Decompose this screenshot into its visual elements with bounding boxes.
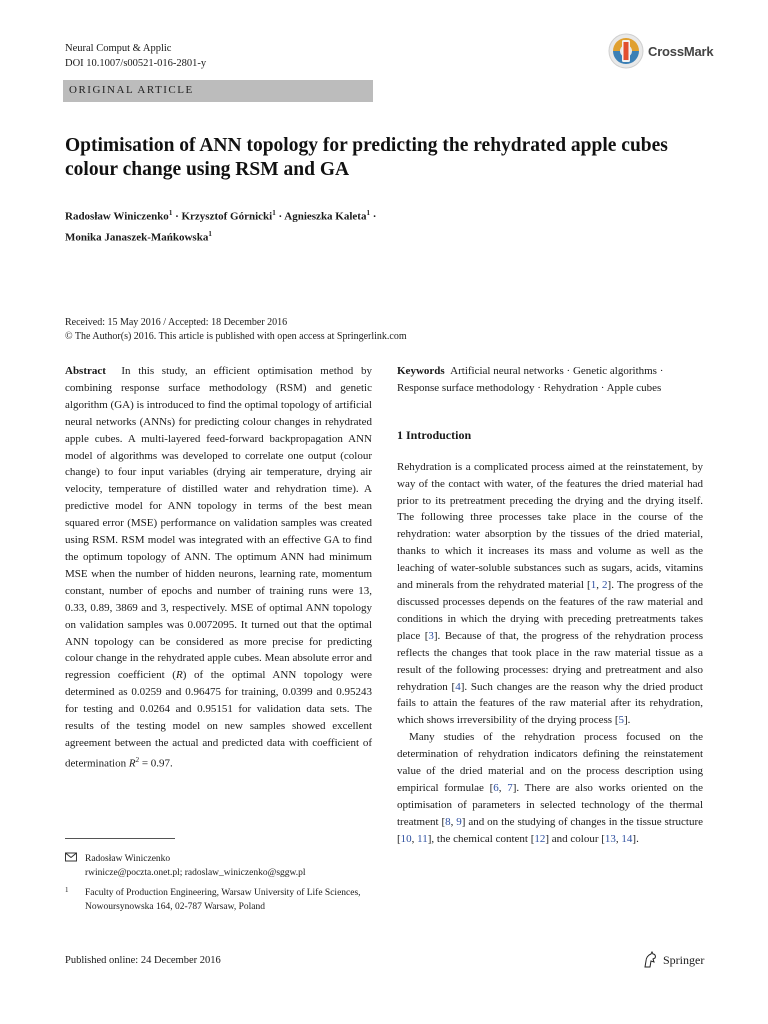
contact-name: Radosław Winiczenko <box>85 854 171 864</box>
ref-link[interactable]: 11 <box>417 832 428 845</box>
article-type-banner <box>63 80 373 102</box>
r2-value: = 0.97. <box>139 757 173 770</box>
crossmark-icon <box>608 33 644 69</box>
abstract-text-2: ) of the optimal ANN topology were determined as 0.0259 and 0.96475 for training, 0.0399 and 0.95243 for testing and 0.0264 and 0.95151 for validation data sets. The results of the testing model on new samples showed excellent agreement between the actual and predicted data with coefficient of determination <box>65 669 372 770</box>
intro-text: ]. Because of that, the progress of the rehydration process reflects the changes that took place in the raw material tissue as a result of the following processes: drying and pretreatment and also rehydration [ <box>397 629 703 693</box>
received-accepted: Received: 15 May 2016 / Accepted: 18 December 2016 <box>65 317 288 328</box>
doi[interactable]: DOI 10.1007/s00521-016-2801-y <box>65 58 207 69</box>
contact-email[interactable]: rwinicze@poczta.onet.pl; radoslaw_winiczenko@sggw.pl <box>85 868 306 878</box>
ref-link[interactable]: 9 <box>456 815 462 828</box>
ref-link[interactable]: 5 <box>618 714 624 727</box>
affiliation-text: Faculty of Production Engineering, Warsaw University of Life Sciences, Nowoursynowska 164, 02-787 Warsaw, Poland <box>85 888 361 912</box>
intro-paragraph-1: Rehydration is a complicated process aimed at the reinstatement, by way of the contact with water, of the features the dried material had prior to its pretreatment preceding the drying and the drying itself. The following three processes take place in the course of the rehydration: water absorption by the tissues of the dried material, thanks to which it increases its mass and volume as well as the leaching of water-soluble substances such as sugars, acids, vitamins and minerals from the rehydrated material [1, 2]. The progress of the discussed processes depends on the features of the raw material and conditions in which the drying with preceding pretreatments takes place [3]. Because of that, the progress of the rehydration process reflects the changes that took place in the raw material tissue as a result of the following processes: drying and pretreatment and also rehydration [4]. Such changes are the reason why the dried product fails to attain the features of the raw material after its rehydration, which shows irreversibility of the drying process [5]. <box>397 460 704 727</box>
affiliation-number: 1 <box>65 886 69 894</box>
ref-link[interactable]: 3 <box>428 629 434 642</box>
ref-link[interactable]: 7 <box>507 781 513 794</box>
author-2[interactable]: Krzysztof Górnicki <box>181 210 273 223</box>
paper-title: Optimisation of ANN topology for predicting the rehydrated apple cubes colour change using RSM and GA <box>65 135 668 180</box>
intro-text: ]. <box>623 714 631 727</box>
publisher-logo[interactable] <box>641 951 704 969</box>
ref-link[interactable]: 10 <box>400 832 412 845</box>
right-column <box>397 363 703 848</box>
author-sep: · <box>275 210 285 223</box>
journal-name: Neural Comput & Applic <box>65 43 172 54</box>
envelope-icon <box>65 852 77 862</box>
publisher-name: Springer <box>663 952 705 967</box>
ref-link[interactable]: 1 <box>590 579 597 592</box>
affil-mark: 1 <box>366 209 370 217</box>
footnote-divider <box>65 838 175 839</box>
ref-link[interactable]: 6 <box>493 781 499 794</box>
author-1[interactable]: Radosław Winiczenko <box>65 210 169 223</box>
ref-link[interactable]: 14 <box>621 832 633 845</box>
author-sep: · <box>172 210 182 223</box>
springer-horse-icon <box>641 951 659 969</box>
author-list <box>65 205 705 246</box>
r2-symbol: R <box>128 757 136 770</box>
keywords-text: Artificial neural networks · Genetic algorithms · Response surface methodology · Rehydration · Apple cubes <box>397 365 664 394</box>
author-4[interactable]: Monika Janaszek-Mańkowska <box>65 231 209 244</box>
intro-text: ] and on the studying of changes in the tissue structure [ <box>397 815 703 845</box>
introduction <box>397 459 703 848</box>
ref-link[interactable]: 8 <box>445 815 451 828</box>
r-symbol: R <box>175 669 183 682</box>
affil-mark: 1 <box>272 209 276 217</box>
published-online: Published online: 24 December 2016 <box>65 955 221 966</box>
r2-exponent: 2 <box>135 755 140 764</box>
journal-header <box>65 41 206 71</box>
author-3[interactable]: Agnieszka Kaleta <box>284 210 367 223</box>
corresponding-author-footnote <box>65 852 365 880</box>
intro-text: ], the chemical content [ <box>427 832 535 845</box>
ref-link[interactable]: 13 <box>604 832 616 845</box>
ref-link[interactable]: 4 <box>455 680 461 693</box>
intro-text: ] and colour [ <box>545 832 605 845</box>
abstract-heading: Abstract <box>65 365 106 377</box>
license-line: © The Author(s) 2016. This article is published with open access at Springerlink.com <box>65 331 407 342</box>
ref-link[interactable]: 2 <box>602 579 608 592</box>
keywords <box>397 363 703 397</box>
intro-text: ]. Such changes are the reason why the dried product fails to attain the features of the raw material after its rehydration, which shows irreversibility of the drying process [ <box>397 680 703 727</box>
intro-text: Rehydration is a complicated process aimed at the reinstatement, by way of the contact with water, of the features the dried material had prior to its pretreatment preceding the drying and the drying itself. The following three processes take place in the course of the rehydration: water absorption by the tissues of the dried material, thanks to which it increases its mass and volume as well as the leaching of water-soluble substances such as sugars, acids, vitamins and minerals from the rehydrated material [ <box>397 460 703 592</box>
author-sep: · <box>369 210 377 223</box>
affil-mark: 1 <box>168 209 173 217</box>
affiliation-footnote <box>65 886 365 914</box>
affil-mark: 1 <box>208 229 212 238</box>
crossmark-badge[interactable] <box>608 28 728 74</box>
abstract <box>65 363 372 772</box>
intro-text: ]. There are also works oriented on the optimisation of parameters in selected technology of the thermal treatment [ <box>397 781 704 828</box>
crossmark-label: CrossMark <box>648 43 714 59</box>
abstract-column <box>65 363 372 772</box>
article-dates <box>65 316 705 344</box>
intro-text: ]. The progress of the discussed processes depends on the features of the raw material and conditions in which the drying with preceding pretreatments takes place [ <box>397 579 704 642</box>
abstract-text: In this study, an efficient optimisation method by combining response surface methodology (RSM) and genetic algorithm (GA) is introduced to find the optimal topology of artificial neural networks (ANNs) for predicting colour changes in rehydrated apple cubes. A multi-layered feed-forward backpropagation ANN model of algorithms was developed to correlate one output (colour change) to four input variables (drying air temperature, drying air velocity, temperature of distilled water and rehydration time). A predictive model for ANN topology in terms of the best mean squared error (MSE) performance on validation samples was created using RSM. RSM model was integrated with an effective GA to find the optimum topology of ANN. The optimum ANN had minimum MSE when the number of hidden neurons, learning rate, momentum constant, number of epochs and number of training runs were 13, 0.33, 0.89, 3869 and 3, respectively. MSE of optimal ANN topology on validation samples was 0.0072095. It turned out that the optimal ANN topology can be considered as more precise for predicting colour change in the rehydrated apple cubes. Mean absolute error and regression coefficient ( <box>65 365 373 682</box>
intro-paragraph-2: Many studies of the rehydration process focused on the determination of rehydration indicators defining the reinstatement value of the dried material and on the process description using empirical formulae [6, 7]. There are also works oriented on the optimisation of parameters in selected technology of the thermal treatment [8, 9] and on the studying of changes in the tissue structure [10, 11], the chemical content [12] and colour [13, 14]. <box>397 731 704 845</box>
ref-link[interactable]: 12 <box>534 832 546 845</box>
article-type: ORIGINAL ARTICLE <box>69 84 194 96</box>
section-heading-introduction: 1 Introduction <box>397 427 472 442</box>
keywords-heading: Keywords <box>397 365 445 377</box>
intro-text: ]. <box>632 832 639 845</box>
intro-text: Many studies of the rehydration process focused on the determination of rehydration indicators defining the reinstatement value of the dried material and on the process description using empirical formulae [ <box>397 731 703 794</box>
